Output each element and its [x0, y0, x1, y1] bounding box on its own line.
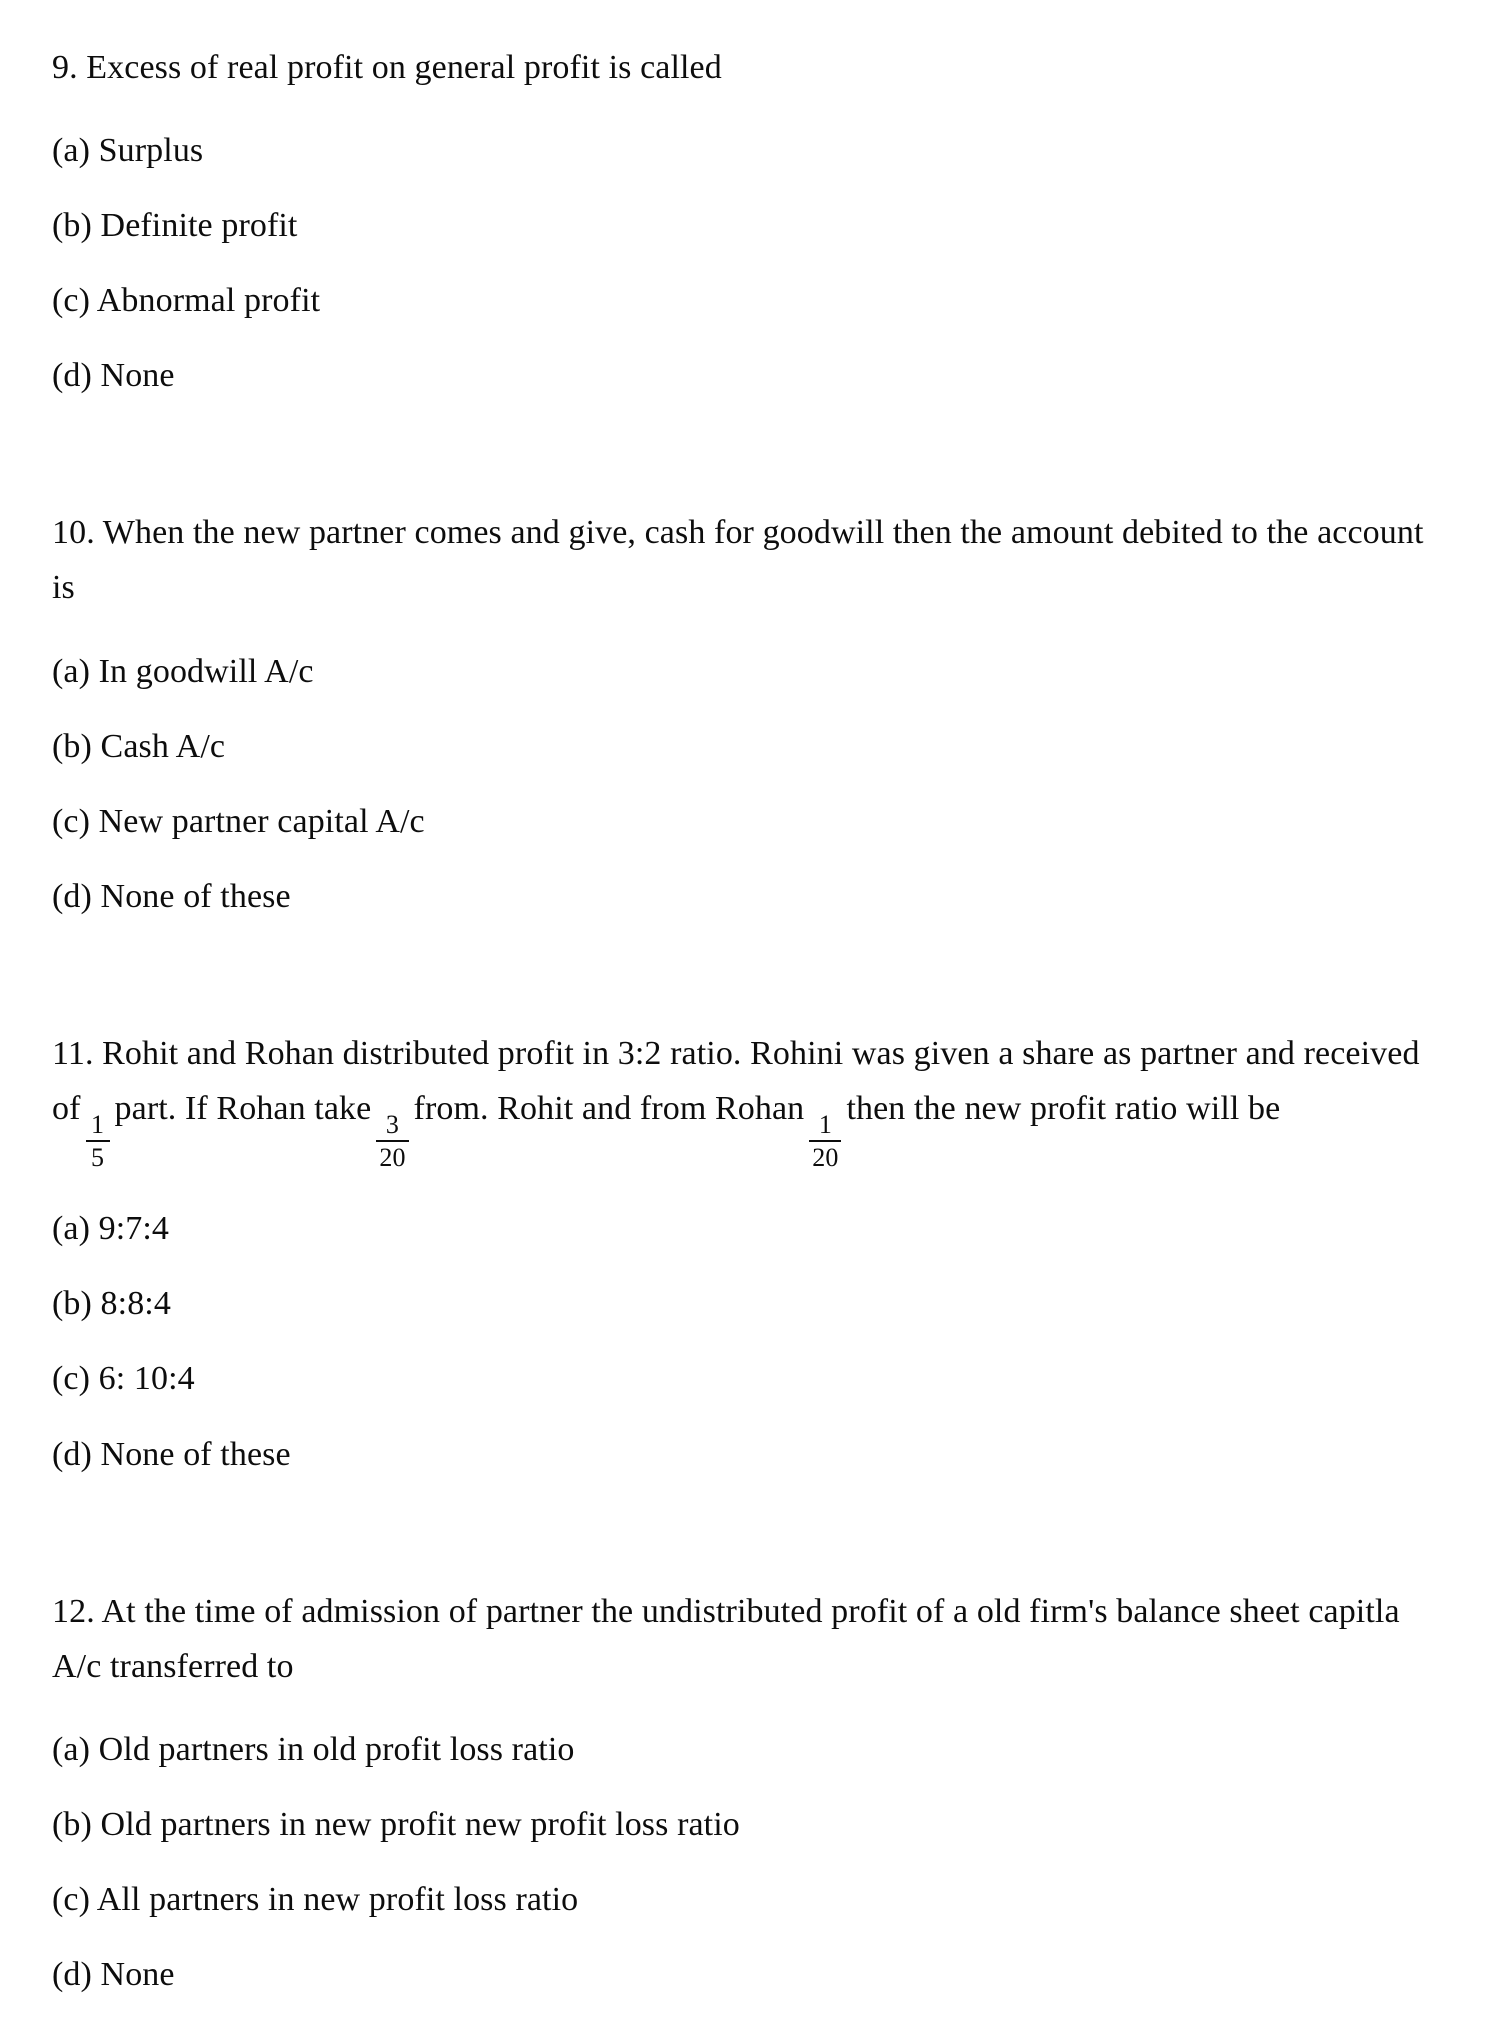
question-block-9: [52, 40, 1453, 413]
question-12-option-b[interactable]: (b) Old partners in new profit new profit loss ratio: [52, 1805, 740, 1843]
question-12-stem: 12. At the time of admission of partner the undistributed profit of a old firm's balance sheet capitla A/c transferred to: [52, 1592, 1400, 1685]
question-block-10: [52, 505, 1453, 933]
question-12-option-a[interactable]: (a) Old partners in old profit loss ratio: [52, 1730, 575, 1768]
question-11-stem-part-1: 11. Rohit and Rohan distributed profit in 3:2 ratio. Rohini was given a share as partner and received of: [52, 1034, 1420, 1127]
question-9-stem: 9. Excess of real profit on general profit is called: [52, 49, 722, 86]
section-spacer: [52, 1492, 1453, 1584]
fraction-bar: [86, 1140, 110, 1142]
fraction-bar: [809, 1140, 841, 1142]
fraction-three-twentieths: [376, 1111, 408, 1171]
question-12-option-c[interactable]: (c) All partners in new profit loss ratio: [52, 1880, 579, 1918]
section-spacer: [52, 413, 1453, 505]
question-11-stem-part-3: from. Rohit and from Rohan: [413, 1089, 805, 1127]
spacer: [52, 1698, 1453, 1712]
fraction-numerator: 1: [90, 1110, 105, 1140]
fraction-denominator: 20: [812, 1143, 839, 1173]
question-11-option-d[interactable]: (d) None of these: [52, 1435, 291, 1473]
fraction-numerator: 3: [385, 1110, 399, 1140]
question-9-option-b[interactable]: (b) Definite profit: [52, 207, 298, 245]
question-10-stem: 10. When the new partner comes and give, cash for goodwill then the amount debited to the account is: [52, 514, 1424, 607]
question-9-option-a[interactable]: (a) Surplus: [52, 132, 204, 170]
question-12-option-d[interactable]: (d) None: [52, 1956, 175, 1994]
section-spacer: [52, 934, 1453, 1026]
fraction-bar: [376, 1140, 408, 1142]
question-10-option-d[interactable]: (d) None of these: [52, 877, 291, 915]
question-11-option-b[interactable]: (b) 8:8:4: [52, 1285, 171, 1323]
question-9-option-c[interactable]: (c) Abnormal profit: [52, 282, 321, 320]
spacer: [52, 1177, 1453, 1191]
question-10-option-b[interactable]: (b) Cash A/c: [52, 727, 226, 765]
question-11-stem: [52, 1026, 1453, 1173]
fraction-numerator: 1: [818, 1110, 832, 1140]
fraction-one-fifth: [86, 1111, 110, 1171]
spacer: [52, 99, 1453, 113]
question-11-stem-part-2: part. If Rohan take: [114, 1089, 372, 1127]
fraction-denominator: 5: [90, 1143, 105, 1173]
question-block-11: [52, 1026, 1453, 1492]
question-10-option-a[interactable]: (a) In goodwill A/c: [52, 652, 314, 690]
question-11-stem-part-4: then the new profit ratio will be: [846, 1089, 1281, 1127]
question-block-12: [52, 1584, 1453, 2012]
question-9-option-d[interactable]: (d) None: [52, 357, 175, 395]
question-11-option-a[interactable]: (a) 9:7:4: [52, 1210, 170, 1248]
question-11-option-c[interactable]: (c) 6: 10:4: [52, 1360, 195, 1398]
fraction-one-twentieth: [809, 1111, 841, 1171]
question-10-option-c[interactable]: (c) New partner capital A/c: [52, 802, 425, 840]
fraction-denominator: 20: [379, 1143, 406, 1173]
spacer: [52, 620, 1453, 634]
